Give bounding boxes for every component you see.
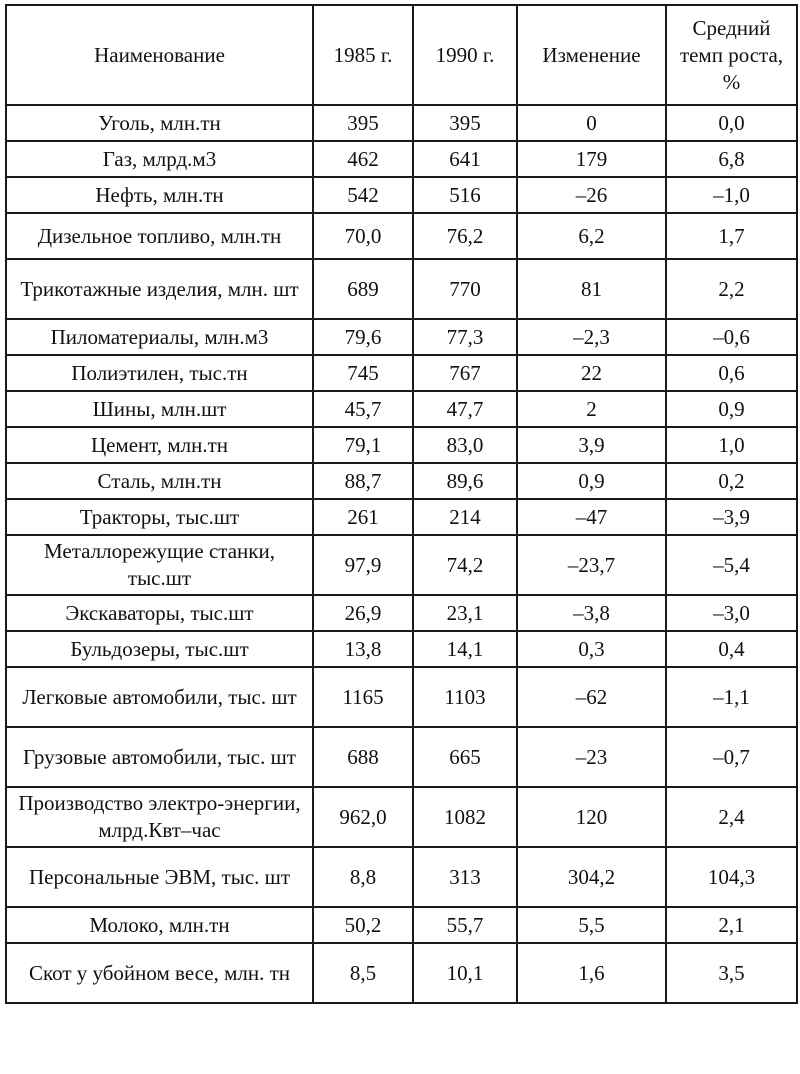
cell-rate: –3,0 [666, 595, 797, 631]
cell-name: Сталь, млн.тн [6, 463, 313, 499]
cell-y1990: 214 [413, 499, 517, 535]
cell-y1985: 8,5 [313, 943, 413, 1003]
cell-name: Легковые автомобили, тыс. шт [6, 667, 313, 727]
cell-name: Молоко, млн.тн [6, 907, 313, 943]
cell-rate: –1,0 [666, 177, 797, 213]
cell-y1985: 79,6 [313, 319, 413, 355]
table-row [6, 535, 797, 595]
cell-y1990: 767 [413, 355, 517, 391]
cell-y1985: 962,0 [313, 787, 413, 847]
cell-rate: 1,0 [666, 427, 797, 463]
cell-name: Уголь, млн.тн [6, 105, 313, 141]
cell-y1990: 1103 [413, 667, 517, 727]
table-row [6, 907, 797, 943]
table-row [6, 355, 797, 391]
cell-change: 3,9 [517, 427, 666, 463]
cell-y1990: 74,2 [413, 535, 517, 595]
cell-y1985: 8,8 [313, 847, 413, 907]
cell-y1990: 47,7 [413, 391, 517, 427]
cell-y1990: 395 [413, 105, 517, 141]
cell-rate: 0,0 [666, 105, 797, 141]
table-row [6, 463, 797, 499]
header-name: Наименование [6, 5, 313, 105]
cell-y1990: 1082 [413, 787, 517, 847]
table-row [6, 319, 797, 355]
header-rate: Средний темп роста, % [666, 5, 797, 105]
header-1985: 1985 г. [313, 5, 413, 105]
cell-name: Персональные ЭВМ, тыс. шт [6, 847, 313, 907]
cell-change: 2 [517, 391, 666, 427]
cell-rate: 0,6 [666, 355, 797, 391]
cell-y1990: 89,6 [413, 463, 517, 499]
cell-change: 5,5 [517, 907, 666, 943]
cell-y1985: 689 [313, 259, 413, 319]
cell-rate: 2,1 [666, 907, 797, 943]
cell-name: Газ, млрд.м3 [6, 141, 313, 177]
table-row [6, 259, 797, 319]
production-table [5, 4, 798, 1004]
table-row [6, 499, 797, 535]
cell-change: –23 [517, 727, 666, 787]
table-row [6, 787, 797, 847]
cell-y1990: 77,3 [413, 319, 517, 355]
cell-change: 304,2 [517, 847, 666, 907]
cell-y1985: 395 [313, 105, 413, 141]
cell-name: Металлорежущие станки, тыс.шт [6, 535, 313, 595]
cell-y1985: 97,9 [313, 535, 413, 595]
cell-name: Скот у убойном весе, млн. тн [6, 943, 313, 1003]
cell-rate: 2,4 [666, 787, 797, 847]
cell-y1985: 26,9 [313, 595, 413, 631]
cell-y1990: 516 [413, 177, 517, 213]
cell-y1990: 83,0 [413, 427, 517, 463]
table-row [6, 667, 797, 727]
cell-name: Тракторы, тыс.шт [6, 499, 313, 535]
table-row [6, 427, 797, 463]
cell-rate: 0,9 [666, 391, 797, 427]
cell-y1990: 76,2 [413, 213, 517, 259]
cell-change: 22 [517, 355, 666, 391]
header-row [6, 5, 797, 105]
cell-name: Шины, млн.шт [6, 391, 313, 427]
cell-y1985: 70,0 [313, 213, 413, 259]
cell-name: Пиломатериалы, млн.м3 [6, 319, 313, 355]
cell-name: Грузовые автомобили, тыс. шт [6, 727, 313, 787]
cell-name: Трикотажные изделия, млн. шт [6, 259, 313, 319]
table-body [6, 105, 797, 1003]
cell-name: Бульдозеры, тыс.шт [6, 631, 313, 667]
table-row [6, 727, 797, 787]
cell-y1990: 665 [413, 727, 517, 787]
cell-y1985: 745 [313, 355, 413, 391]
table-row [6, 391, 797, 427]
cell-y1990: 14,1 [413, 631, 517, 667]
cell-y1985: 79,1 [313, 427, 413, 463]
header-1990: 1990 г. [413, 5, 517, 105]
cell-name: Нефть, млн.тн [6, 177, 313, 213]
cell-rate: –0,7 [666, 727, 797, 787]
table-row [6, 943, 797, 1003]
cell-change: 0,9 [517, 463, 666, 499]
cell-change: –62 [517, 667, 666, 727]
cell-y1985: 261 [313, 499, 413, 535]
cell-name: Цемент, млн.тн [6, 427, 313, 463]
cell-y1985: 88,7 [313, 463, 413, 499]
cell-rate: 2,2 [666, 259, 797, 319]
header-change: Изменение [517, 5, 666, 105]
cell-change: –26 [517, 177, 666, 213]
cell-y1990: 55,7 [413, 907, 517, 943]
cell-rate: –1,1 [666, 667, 797, 727]
table-row [6, 141, 797, 177]
table-row [6, 213, 797, 259]
cell-name: Экскаваторы, тыс.шт [6, 595, 313, 631]
cell-rate: –0,6 [666, 319, 797, 355]
cell-change: 81 [517, 259, 666, 319]
cell-y1985: 45,7 [313, 391, 413, 427]
cell-y1990: 23,1 [413, 595, 517, 631]
cell-y1990: 641 [413, 141, 517, 177]
cell-change: 0 [517, 105, 666, 141]
cell-change: 120 [517, 787, 666, 847]
cell-change: 179 [517, 141, 666, 177]
cell-name: Производство электро-энергии, млрд.Квт–час [6, 787, 313, 847]
table-row [6, 631, 797, 667]
cell-rate: –3,9 [666, 499, 797, 535]
cell-y1990: 10,1 [413, 943, 517, 1003]
cell-y1985: 462 [313, 141, 413, 177]
cell-rate: –5,4 [666, 535, 797, 595]
table-row [6, 105, 797, 141]
cell-rate: 3,5 [666, 943, 797, 1003]
cell-y1985: 688 [313, 727, 413, 787]
cell-name: Дизельное топливо, млн.тн [6, 213, 313, 259]
cell-rate: 0,4 [666, 631, 797, 667]
cell-y1990: 770 [413, 259, 517, 319]
cell-rate: 0,2 [666, 463, 797, 499]
cell-rate: 104,3 [666, 847, 797, 907]
cell-change: –47 [517, 499, 666, 535]
cell-y1985: 1165 [313, 667, 413, 727]
cell-y1990: 313 [413, 847, 517, 907]
cell-change: –2,3 [517, 319, 666, 355]
cell-change: –23,7 [517, 535, 666, 595]
cell-y1985: 13,8 [313, 631, 413, 667]
table-row [6, 177, 797, 213]
cell-y1985: 50,2 [313, 907, 413, 943]
cell-change: –3,8 [517, 595, 666, 631]
cell-change: 0,3 [517, 631, 666, 667]
cell-name: Полиэтилен, тыс.тн [6, 355, 313, 391]
cell-change: 6,2 [517, 213, 666, 259]
table-row [6, 847, 797, 907]
cell-rate: 6,8 [666, 141, 797, 177]
cell-rate: 1,7 [666, 213, 797, 259]
table-row [6, 595, 797, 631]
cell-y1985: 542 [313, 177, 413, 213]
cell-change: 1,6 [517, 943, 666, 1003]
